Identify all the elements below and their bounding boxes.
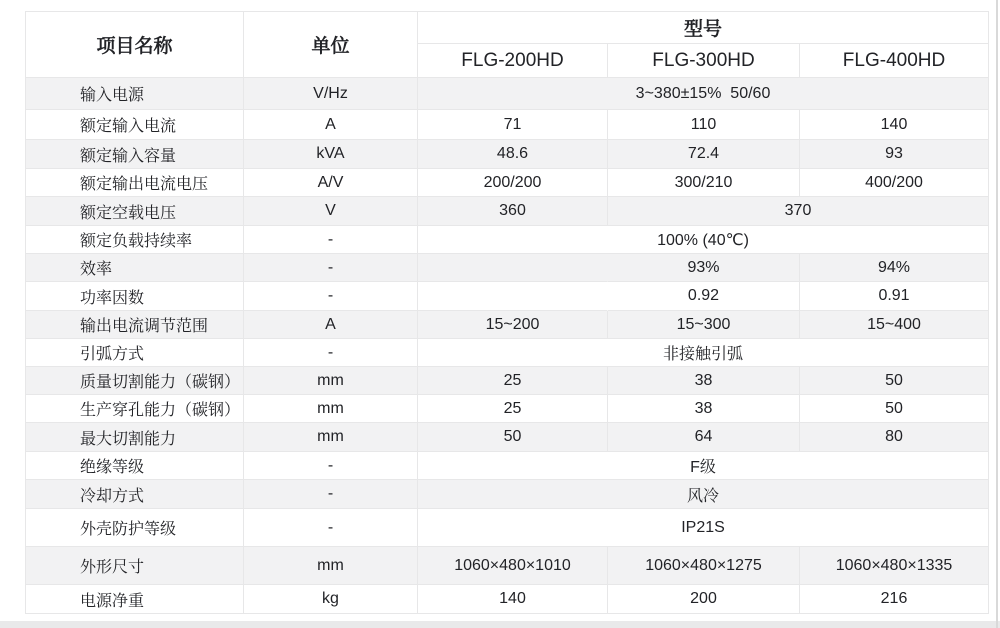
row-label: 最大切割能力: [26, 423, 244, 452]
col-header-model-1: FLG-200HD: [418, 44, 608, 78]
row-value: 140: [800, 110, 989, 140]
row-value: 64: [608, 423, 800, 452]
row-unit: A: [244, 110, 418, 140]
table-row: [26, 169, 989, 197]
row-value: 38: [608, 395, 800, 423]
row-unit: mm: [244, 395, 418, 423]
spec-table-body: [26, 78, 989, 614]
col-header-model-group: 型号: [418, 12, 989, 44]
row-unit: A/V: [244, 169, 418, 197]
row-label: 绝缘等级: [26, 452, 244, 480]
row-value: 93%: [608, 254, 800, 282]
row-unit: -: [244, 339, 418, 367]
row-value: 200/200: [418, 169, 608, 197]
row-value: 50: [800, 395, 989, 423]
row-label: 效率: [26, 254, 244, 282]
row-label: 引弧方式: [26, 339, 244, 367]
table-row: [26, 509, 989, 547]
row-label: 输入电源: [26, 78, 244, 110]
row-value: 48.6: [418, 140, 608, 169]
row-value-empty: [418, 254, 608, 282]
spec-table: [25, 11, 989, 614]
row-value: 93: [800, 140, 989, 169]
row-label: 额定输入电流: [26, 110, 244, 140]
row-value: 300/210: [608, 169, 800, 197]
row-value: 400/200: [800, 169, 989, 197]
table-row: [26, 395, 989, 423]
row-unit: -: [244, 254, 418, 282]
row-label: 外壳防护等级: [26, 509, 244, 547]
table-row: [26, 110, 989, 140]
row-value: 50: [418, 423, 608, 452]
row-value: 110: [608, 110, 800, 140]
table-row: [26, 367, 989, 395]
row-value: 38: [608, 367, 800, 395]
table-row: [26, 254, 989, 282]
row-value-span: 100% (40℃): [418, 226, 989, 254]
row-value: 71: [418, 110, 608, 140]
row-value: 1060×480×1275: [608, 547, 800, 585]
row-value: 140: [418, 585, 608, 614]
row-value: 0.92: [608, 282, 800, 311]
table-row: [26, 547, 989, 585]
header-row-top: [26, 12, 989, 44]
row-value-span: IP21S: [418, 509, 989, 547]
row-value: 1060×480×1010: [418, 547, 608, 585]
row-value: 360: [418, 197, 608, 226]
row-value: 80: [800, 423, 989, 452]
row-unit: -: [244, 480, 418, 509]
row-label: 额定负载持续率: [26, 226, 244, 254]
col-header-model-3: FLG-400HD: [800, 44, 989, 78]
table-row: [26, 311, 989, 339]
right-scroll-edge[interactable]: [996, 0, 998, 628]
row-label: 额定输入容量: [26, 140, 244, 169]
row-value: 94%: [800, 254, 989, 282]
row-label: 外形尺寸: [26, 547, 244, 585]
table-row: [26, 585, 989, 614]
row-value-span: 3~380±15% 50/60: [418, 78, 989, 110]
bottom-divider: [0, 621, 1000, 628]
row-value-span: 370: [608, 197, 989, 226]
row-unit: -: [244, 226, 418, 254]
row-unit: kg: [244, 585, 418, 614]
col-header-unit: 单位: [244, 12, 418, 78]
col-header-model-2: FLG-300HD: [608, 44, 800, 78]
row-unit: -: [244, 452, 418, 480]
row-unit: kVA: [244, 140, 418, 169]
row-value: 1060×480×1335: [800, 547, 989, 585]
row-value: 0.91: [800, 282, 989, 311]
row-value: 200: [608, 585, 800, 614]
row-unit: A: [244, 311, 418, 339]
row-label: 功率因数: [26, 282, 244, 311]
row-label: 质量切割能力（碳钢）: [26, 367, 244, 395]
row-value: 216: [800, 585, 989, 614]
table-row: [26, 339, 989, 367]
row-value-span: 风冷: [418, 480, 989, 509]
col-header-item: 项目名称: [26, 12, 244, 78]
row-label: 额定输出电流电压: [26, 169, 244, 197]
row-value-span: 非接触引弧: [418, 339, 989, 367]
row-unit: V: [244, 197, 418, 226]
row-unit: V/Hz: [244, 78, 418, 110]
table-row: [26, 452, 989, 480]
row-value: 25: [418, 395, 608, 423]
row-unit: mm: [244, 367, 418, 395]
table-row: [26, 140, 989, 169]
table-row: [26, 78, 989, 110]
row-value-empty: [418, 282, 608, 311]
row-unit: mm: [244, 423, 418, 452]
table-row: [26, 282, 989, 311]
row-label: 生产穿孔能力（碳钢）: [26, 395, 244, 423]
table-row: [26, 480, 989, 509]
row-label: 电源净重: [26, 585, 244, 614]
row-value: 15~200: [418, 311, 608, 339]
table-row: [26, 197, 989, 226]
row-value: 50: [800, 367, 989, 395]
row-label: 输出电流调节范围: [26, 311, 244, 339]
row-value-span: F级: [418, 452, 989, 480]
row-label: 额定空载电压: [26, 197, 244, 226]
table-row: [26, 423, 989, 452]
row-value: 15~400: [800, 311, 989, 339]
row-value: 72.4: [608, 140, 800, 169]
row-unit: -: [244, 509, 418, 547]
row-unit: mm: [244, 547, 418, 585]
row-unit: -: [244, 282, 418, 311]
table-row: [26, 226, 989, 254]
row-label: 冷却方式: [26, 480, 244, 509]
row-value: 15~300: [608, 311, 800, 339]
row-value: 25: [418, 367, 608, 395]
